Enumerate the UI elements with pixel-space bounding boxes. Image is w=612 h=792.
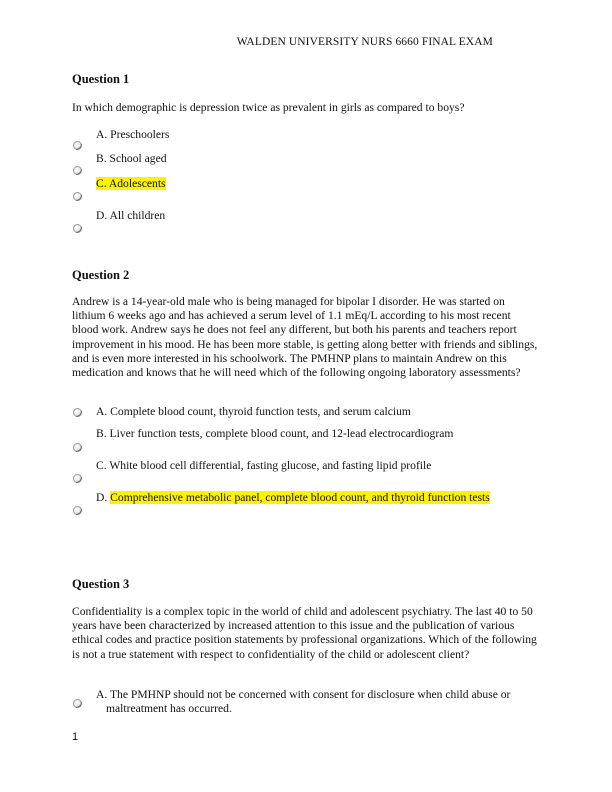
option-text: Liver function tests, complete blood count, and 12-lead electrocardiogram [109,427,454,440]
document-header: WALDEN UNIVERSITY NURS 6660 FINAL EXAM [236,36,493,48]
option-text: School aged [109,152,167,165]
option-letter: A. [96,128,111,141]
q2-option-a [96,405,411,419]
q3-option-a [96,688,536,716]
q1-option-c-radio[interactable] [73,192,82,201]
option-text: The PMHNP should not be concerned with consent for disclosure when child abuse or [109,688,511,701]
q3-option-a-radio[interactable] [73,699,82,708]
option-letter: A. [96,688,110,701]
question-1-title: Question 1 [72,72,130,86]
q2-option-d [96,491,490,505]
q1-option-d [96,209,165,223]
option-text: Preschoolers [110,128,170,141]
q1-option-b [96,152,167,166]
option-letter: C. [96,459,110,472]
option-letter: D. [96,209,110,222]
q1-option-b-radio[interactable] [73,166,82,175]
q2-option-a-radio[interactable] [73,408,82,417]
option-letter: B. [96,427,110,440]
question-2-text: Andrew is a 14-year-old male who is being managed for bipolar I disorder. He was started on lithium 6 weeks ago and has achieved a serum level of 1.1 mEq/L according to his most recent blood work. Andrew says he does not feel any different, but both his parents and teachers report improvement in his mood. He has been more stable, is getting along better with friends and siblings, and is even more interested in his schoolwork. The PMHNP plans to maintain Andrew on this medication and knows that he will need which of the following ongoing laboratory assessments? [72,295,538,380]
option-text: Adolescents [108,177,166,190]
option-letter: D. [96,491,111,504]
option-letter: A. [96,405,111,418]
option-text: All children [109,209,166,222]
option-letter: C. [96,177,109,190]
question-2-title: Question 2 [72,268,130,282]
q2-option-c-radio[interactable] [73,474,82,483]
option-letter: B. [96,152,110,165]
option-text-continued: maltreatment has occurred. [106,702,232,716]
q2-option-c [96,459,431,473]
option-text: Comprehensive metabolic panel, complete blood count, and thyroid function tests [110,491,490,504]
question-1-text: In which demographic is depression twice as prevalent in girls as compared to boys? [72,101,465,114]
option-text: White blood cell differential, fasting glucose, and fasting lipid profile [109,459,432,472]
q1-option-a-radio[interactable] [73,141,82,150]
q2-option-d-radio[interactable] [73,506,82,515]
option-text: Complete blood count, thyroid function tests, and serum calcium [110,405,411,418]
question-3-text: Confidentiality is a complex topic in the world of child and adolescent psychiatry. The last 40 to 50 years have been characterized by increased attention to this issue and the publication of various ethical codes and practice position statements by professional organizations. Which of the following is not a true statement with respect to confidentiality of the child or adolescent client? [72,605,537,661]
q1-option-a [96,128,169,142]
page-number: 1 [72,731,79,743]
q2-option-b-radio[interactable] [73,443,82,452]
question-3-title: Question 3 [72,577,130,591]
q2-option-b [96,427,453,441]
q1-option-c [96,177,166,191]
q1-option-d-radio[interactable] [73,224,82,233]
